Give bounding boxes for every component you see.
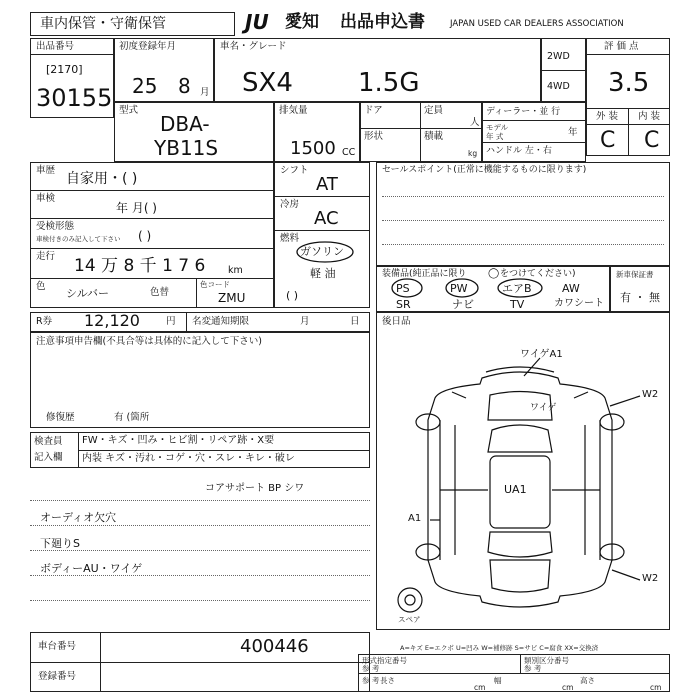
name-change-day: 日 (350, 316, 360, 327)
width-unit: cm (562, 683, 574, 692)
acceptance-label: 受検形態 (36, 221, 75, 232)
chassis-number: 400446 (240, 636, 309, 657)
mileage-unit: km (228, 265, 243, 276)
length-label: 長さ (380, 676, 395, 685)
form-title: 出品申込書 (340, 12, 425, 32)
mark-hood: ワイゲ (530, 403, 557, 413)
equip-navi: ナビ (452, 298, 474, 311)
registration-number-label: 登録番号 (38, 671, 77, 682)
warranty-value: 有 ・ 無 (620, 291, 660, 304)
inspection-value: 年 月( ) (116, 201, 157, 215)
inspector-label-2: 記入欄 (34, 452, 63, 463)
acceptance-note: 車検付きのみ記入して下さい (36, 235, 121, 243)
ref-label-2: 参 考 (524, 664, 542, 673)
displacement: 1500 (290, 138, 336, 159)
note-audio: オーディオ欠穴 (40, 511, 117, 524)
width-label: 幅 (494, 676, 502, 685)
spare-label: スペア (398, 615, 421, 624)
load-unit: kg (468, 149, 478, 158)
repair-value: 有 (箇所 (114, 412, 150, 423)
type-label: 型式 (119, 105, 139, 116)
note-body: ボディーAU・ワイゲ (40, 562, 143, 575)
repair-label: 修復歴 (46, 412, 75, 423)
lot-number: 30155 (36, 84, 113, 112)
equip-airbag: エアB (502, 282, 532, 295)
sales-point-label: セールスポイント(正常に機能するものに限ります) (382, 165, 587, 175)
car-name: SX4 (242, 68, 293, 98)
mark-left-side: A1 (408, 513, 422, 524)
height-unit: cm (650, 683, 662, 692)
ac-value: AC (314, 208, 339, 229)
recycle-amount: 12,120 (84, 311, 140, 330)
color-value: シルバー (66, 287, 109, 300)
color-code-label: 色コード (200, 280, 230, 289)
registration-year: 25 (132, 74, 158, 98)
load-label: 積載 (424, 131, 444, 142)
color-code: ZMU (218, 291, 246, 305)
registration-label: 初度登録年月 (119, 41, 177, 52)
capacity-label: 定員 (424, 105, 444, 116)
type-designation-label: 形式指定番号 (362, 656, 407, 665)
inspector-row-2: 内装 キズ・汚れ・コゲ・穴・スレ・キレ・破レ (82, 453, 295, 464)
mileage: 14 万 8 千 1 7 6 (74, 256, 206, 276)
mark-front-bumper: ワイゲA1 (520, 349, 563, 360)
ju-logo: JU (245, 10, 269, 34)
handle-label: ハンドル 左・右 (486, 146, 552, 156)
evaluation-score: 3.5 (608, 68, 650, 98)
equip-leather-seat: カワシート (554, 298, 604, 309)
storage-title: 車内保管・守衛保管 (40, 16, 166, 32)
model-year-unit: 年 (568, 127, 578, 138)
equip-sr: SR (396, 298, 411, 311)
inspector-label-1: 検査員 (34, 436, 63, 447)
displacement-label: 排気量 (279, 105, 308, 116)
mileage-label: 走行 (36, 251, 56, 262)
equipment-label-suffix: をつけてください) (500, 269, 576, 279)
mark-right-rear: W2 (642, 573, 659, 584)
evaluation-label: 評 価 点 (604, 41, 639, 52)
shift-label: シフト (280, 165, 309, 176)
association-name: JAPAN USED CAR DEALERS ASSOCIATION (450, 19, 624, 29)
displacement-unit: CC (342, 147, 356, 158)
category-label: 類別区分番号 (524, 656, 569, 665)
fuel-diesel: 軽 油 (310, 267, 336, 280)
shape-label: 形状 (364, 131, 384, 142)
fuel-gas: ガソリン (300, 245, 344, 258)
exterior-label: 外 装 (596, 111, 619, 122)
acceptance-value: ( ) (138, 229, 152, 243)
warranty-label: 新車保証書 (616, 270, 654, 279)
equipment-circle-hint-icon: ◯ (488, 268, 500, 279)
damage-legend: A=キズ E=エクボ U=凹み W=補修跡 S=サビ C=腐食 XX=交換済 (400, 644, 599, 652)
type-line2: YB11S (154, 136, 219, 160)
equipment-label: 装備品(純正品に限り (382, 269, 467, 279)
ref-label-3: 参 考 (362, 676, 380, 685)
drive-4wd: 4WD (547, 81, 570, 92)
inspector-row-1: FW・キズ・凹み・ヒビ割・リペア跡・X要 (82, 435, 275, 446)
color-change-label: 色替 (150, 287, 170, 298)
chassis-label: 車台番号 (38, 641, 77, 652)
door-label: ドア (364, 105, 383, 116)
brand-name: 愛知 (285, 12, 319, 32)
caution-label: 注意事項申告欄(不具合等は具体的に記入して下さい) (36, 336, 262, 347)
equip-pw: PW (450, 282, 468, 295)
lot-sub-number: [2170] (46, 63, 83, 76)
equip-aw: AW (562, 282, 580, 295)
exterior-grade: C (600, 128, 616, 153)
name-change-label: 名変通知期限 (192, 316, 250, 327)
car-history-label: 車歴 (36, 165, 56, 176)
note-underbody: 下廻りS (40, 537, 80, 550)
height-label: 高さ (580, 676, 595, 685)
mark-roof: UA1 (504, 483, 527, 496)
fuel-other: ( ) (286, 289, 299, 302)
dealer-label: ディーラー・並 行 (486, 107, 561, 117)
mark-right-front: W2 (642, 389, 659, 400)
equip-tv: TV (510, 298, 525, 311)
registration-month: 8 (178, 74, 191, 98)
drive-2wd: 2WD (547, 51, 570, 62)
inspection-label: 車検 (36, 193, 56, 204)
recycle-unit: 円 (166, 316, 176, 327)
ref-label-1: 参 考 (362, 664, 380, 673)
type-line1: DBA- (160, 112, 210, 136)
capacity-unit: 人 (470, 117, 480, 128)
registration-month-unit: 月 (200, 87, 210, 98)
equip-ps: PS (396, 282, 410, 295)
car-grade: 1.5G (358, 68, 420, 98)
lot-label: 出品番号 (36, 41, 75, 52)
interior-label: 内 装 (638, 111, 661, 122)
later-label: 後日品 (382, 316, 411, 327)
interior-grade: C (644, 128, 660, 153)
color-label: 色 (36, 281, 46, 292)
name-change-month: 月 (300, 316, 310, 327)
length-unit: cm (474, 683, 486, 692)
car-name-label: 車名・グレード (220, 41, 287, 52)
shift-value: AT (316, 174, 338, 195)
car-history-value: 自家用・( ) (66, 171, 138, 187)
note-core-support: コアサポート BP シワ (205, 483, 305, 494)
recycle-label: R券 (36, 316, 53, 327)
fuel-label: 燃料 (280, 233, 300, 244)
ac-label: 冷房 (280, 199, 300, 210)
model-year-label: モデル 年 式 (486, 123, 509, 141)
